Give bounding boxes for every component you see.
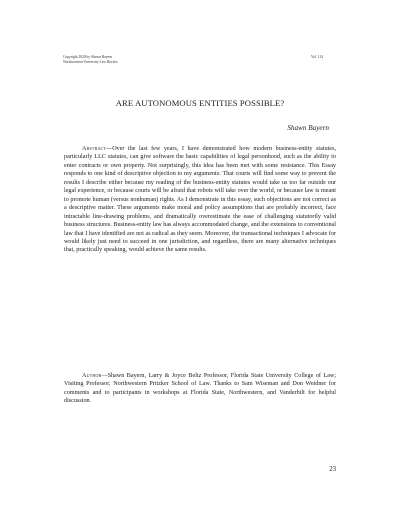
author-note-label: Author [82, 373, 102, 379]
abstract-paragraph [64, 145, 336, 255]
abstract-label: Abstract [82, 146, 107, 152]
page-number: 23 [329, 466, 336, 473]
volume-number: Vol. 114 [311, 55, 323, 59]
copyright-line: Copyright 2020 by Shawn Bayern [63, 55, 113, 59]
running-header [63, 55, 118, 65]
author-note-text: —Shawn Bayern, Larry & Joyce Beltz Professor, Florida State University College of Law; Visiting Professor, Northwestern Pritzker School of Law. Thanks to Sam Wiseman and Don Weidner for comments and to participants in workshops at Florida State, Northwestern, and Vanderbilt for helpful discussion. [64, 373, 336, 405]
abstract-text: —Over the last few years, I have demonstrated how modern business-entity statutes, particularly LLC statutes, can give software the basic capabilities of legal personhood, such as the ability to enter contracts or own property. Not surprisingly, this idea has been met with some resistance. This Essay responds to one kind of descriptive objection to my arguments: That courts will find some way to prevent the results I describe either because my reading of the business-entity statutes would take us too far outside our legal experience, or because courts will be afraid that robots will take over the world, or because law is meant to promote human (versus nonhuman) rights. As I demonstrate in this essay, such objections are not correct as a descriptive matter. These arguments make moral and policy assumptions that are probably incorrect, face intractable line-drawing problems, and dramatically overestimate the ease of challenging statutorily valid business structures. Business-entity law has always accommodated change, and the extensions to conventional law that I have identified are not as radical as they seem. Moreover, the transactional techniques I advocate for would likely just need to succeed in one jurisdiction, and regardless, there are many alternative techniques that, practically speaking, would achieve the same results. [64, 146, 336, 254]
author-note-paragraph [64, 372, 336, 406]
author-name: Shawn Bayern [287, 124, 329, 132]
paper-title: ARE AUTONOMOUS ENTITIES POSSIBLE? [115, 98, 285, 108]
journal-name: Northwestern University Law Review [63, 60, 118, 64]
